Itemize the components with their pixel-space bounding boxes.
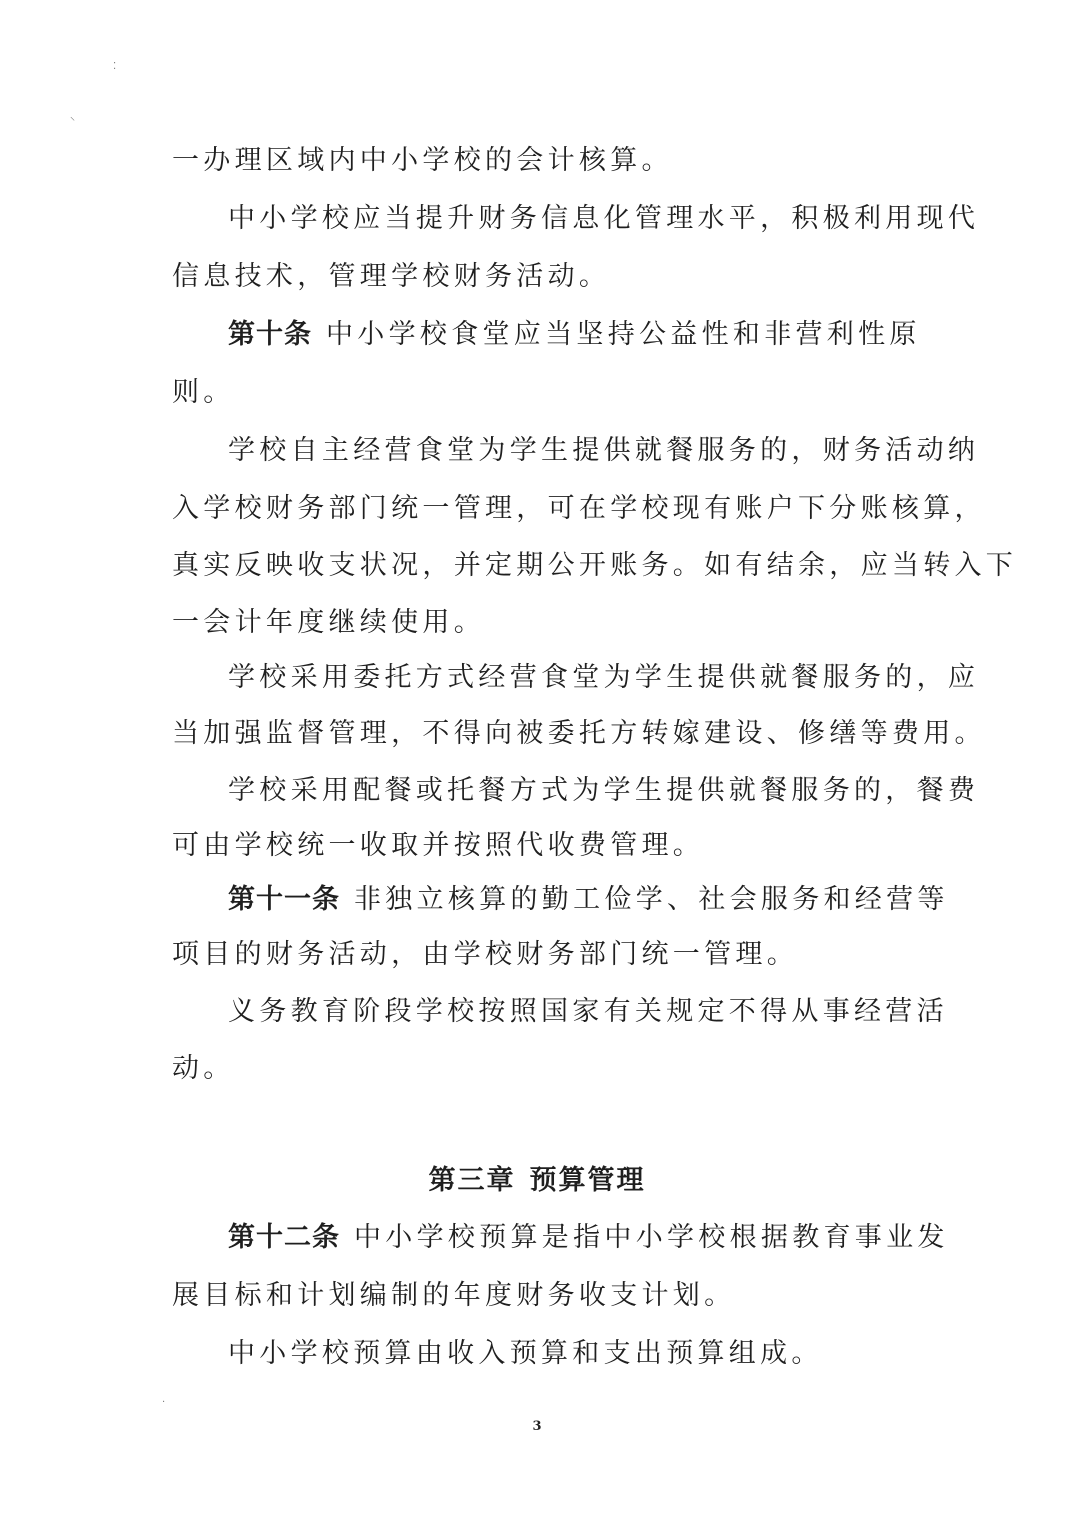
line-text: 中小学校预算是指中小学校根据教育事业发 [354,1222,949,1253]
line-text: 当加强监督管理，不得向被委托方转嫁建设、修缮等费用。 [172,718,986,749]
paragraph-line [172,1055,917,1082]
page-number: 3 [532,1419,542,1434]
line-text: 义务教育阶段学校按照国家有关规定不得从事经营活 [228,996,948,1027]
line-text: 中小学校预算由收入预算和支出预算组成。 [228,1338,823,1369]
paragraph-line [172,550,1018,581]
scan-artifact: · [162,1397,166,1408]
article-label: 第十一条 [228,884,340,915]
paragraph-line [228,662,980,693]
paragraph-line [172,1282,917,1309]
paragraph-line [172,941,917,968]
paragraph-line [172,609,917,636]
paragraph-line [172,832,917,859]
line-text: 学校采用配餐或托餐方式为学生提供就餐服务的，餐费 [228,775,980,806]
paragraph-line [228,435,980,466]
line-text: 中小学校应当提升财务信息化管理水平，积极利用现代 [228,203,980,234]
scan-artifact: ⁚ [113,61,117,72]
paragraph-line [172,493,986,524]
line-text: 动。 [172,1053,235,1084]
paragraph-line [228,1340,918,1367]
line-text: 信息技术，管理学校财务活动。 [172,261,611,292]
chapter-title: 预算管理 [529,1165,646,1196]
line-text: 展目标和计划编制的年度财务收支计划。 [172,1280,736,1311]
line-text: 非独立核算的勤工俭学、社会服务和经营等 [354,884,949,915]
article-line [228,884,949,915]
line-text: 学校自主经营食堂为学生提供就餐服务的，财务活动纳 [228,435,980,466]
paragraph-line [228,203,980,234]
paragraph-line [228,996,948,1027]
paragraph-line [172,263,917,290]
article-line [228,1222,949,1253]
line-text: 可由学校统一收取并按照代收费管理。 [172,830,705,861]
article-label: 第十条 [228,319,312,350]
line-text: 真实反映收支状况，并定期公开账务。如有结余，应当转入下 [172,550,1018,581]
line-text: 一办理区域内中小学校的会计核算。 [172,145,673,176]
chapter-heading [0,1167,1074,1194]
line-text: 学校采用委托方式经营食堂为学生提供就餐服务的，应 [228,662,980,693]
scan-artifact: ⸌ [70,116,75,127]
paragraph-line [172,379,917,406]
article-line [228,319,921,350]
paragraph-line [172,147,917,174]
article-label: 第十二条 [228,1222,340,1253]
line-text: 中小学校食堂应当坚持公益性和非营利性原 [326,319,921,350]
line-text: 项目的财务活动，由学校财务部门统一管理。 [172,939,798,970]
paragraph-line [228,775,980,806]
line-text: 一会计年度继续使用。 [172,607,485,638]
chapter-number: 第三章 [428,1165,516,1196]
paragraph-line [172,718,986,749]
line-text: 入学校财务部门统一管理，可在学校现有账户下分账核算， [172,493,986,524]
line-text: 则。 [172,377,235,408]
